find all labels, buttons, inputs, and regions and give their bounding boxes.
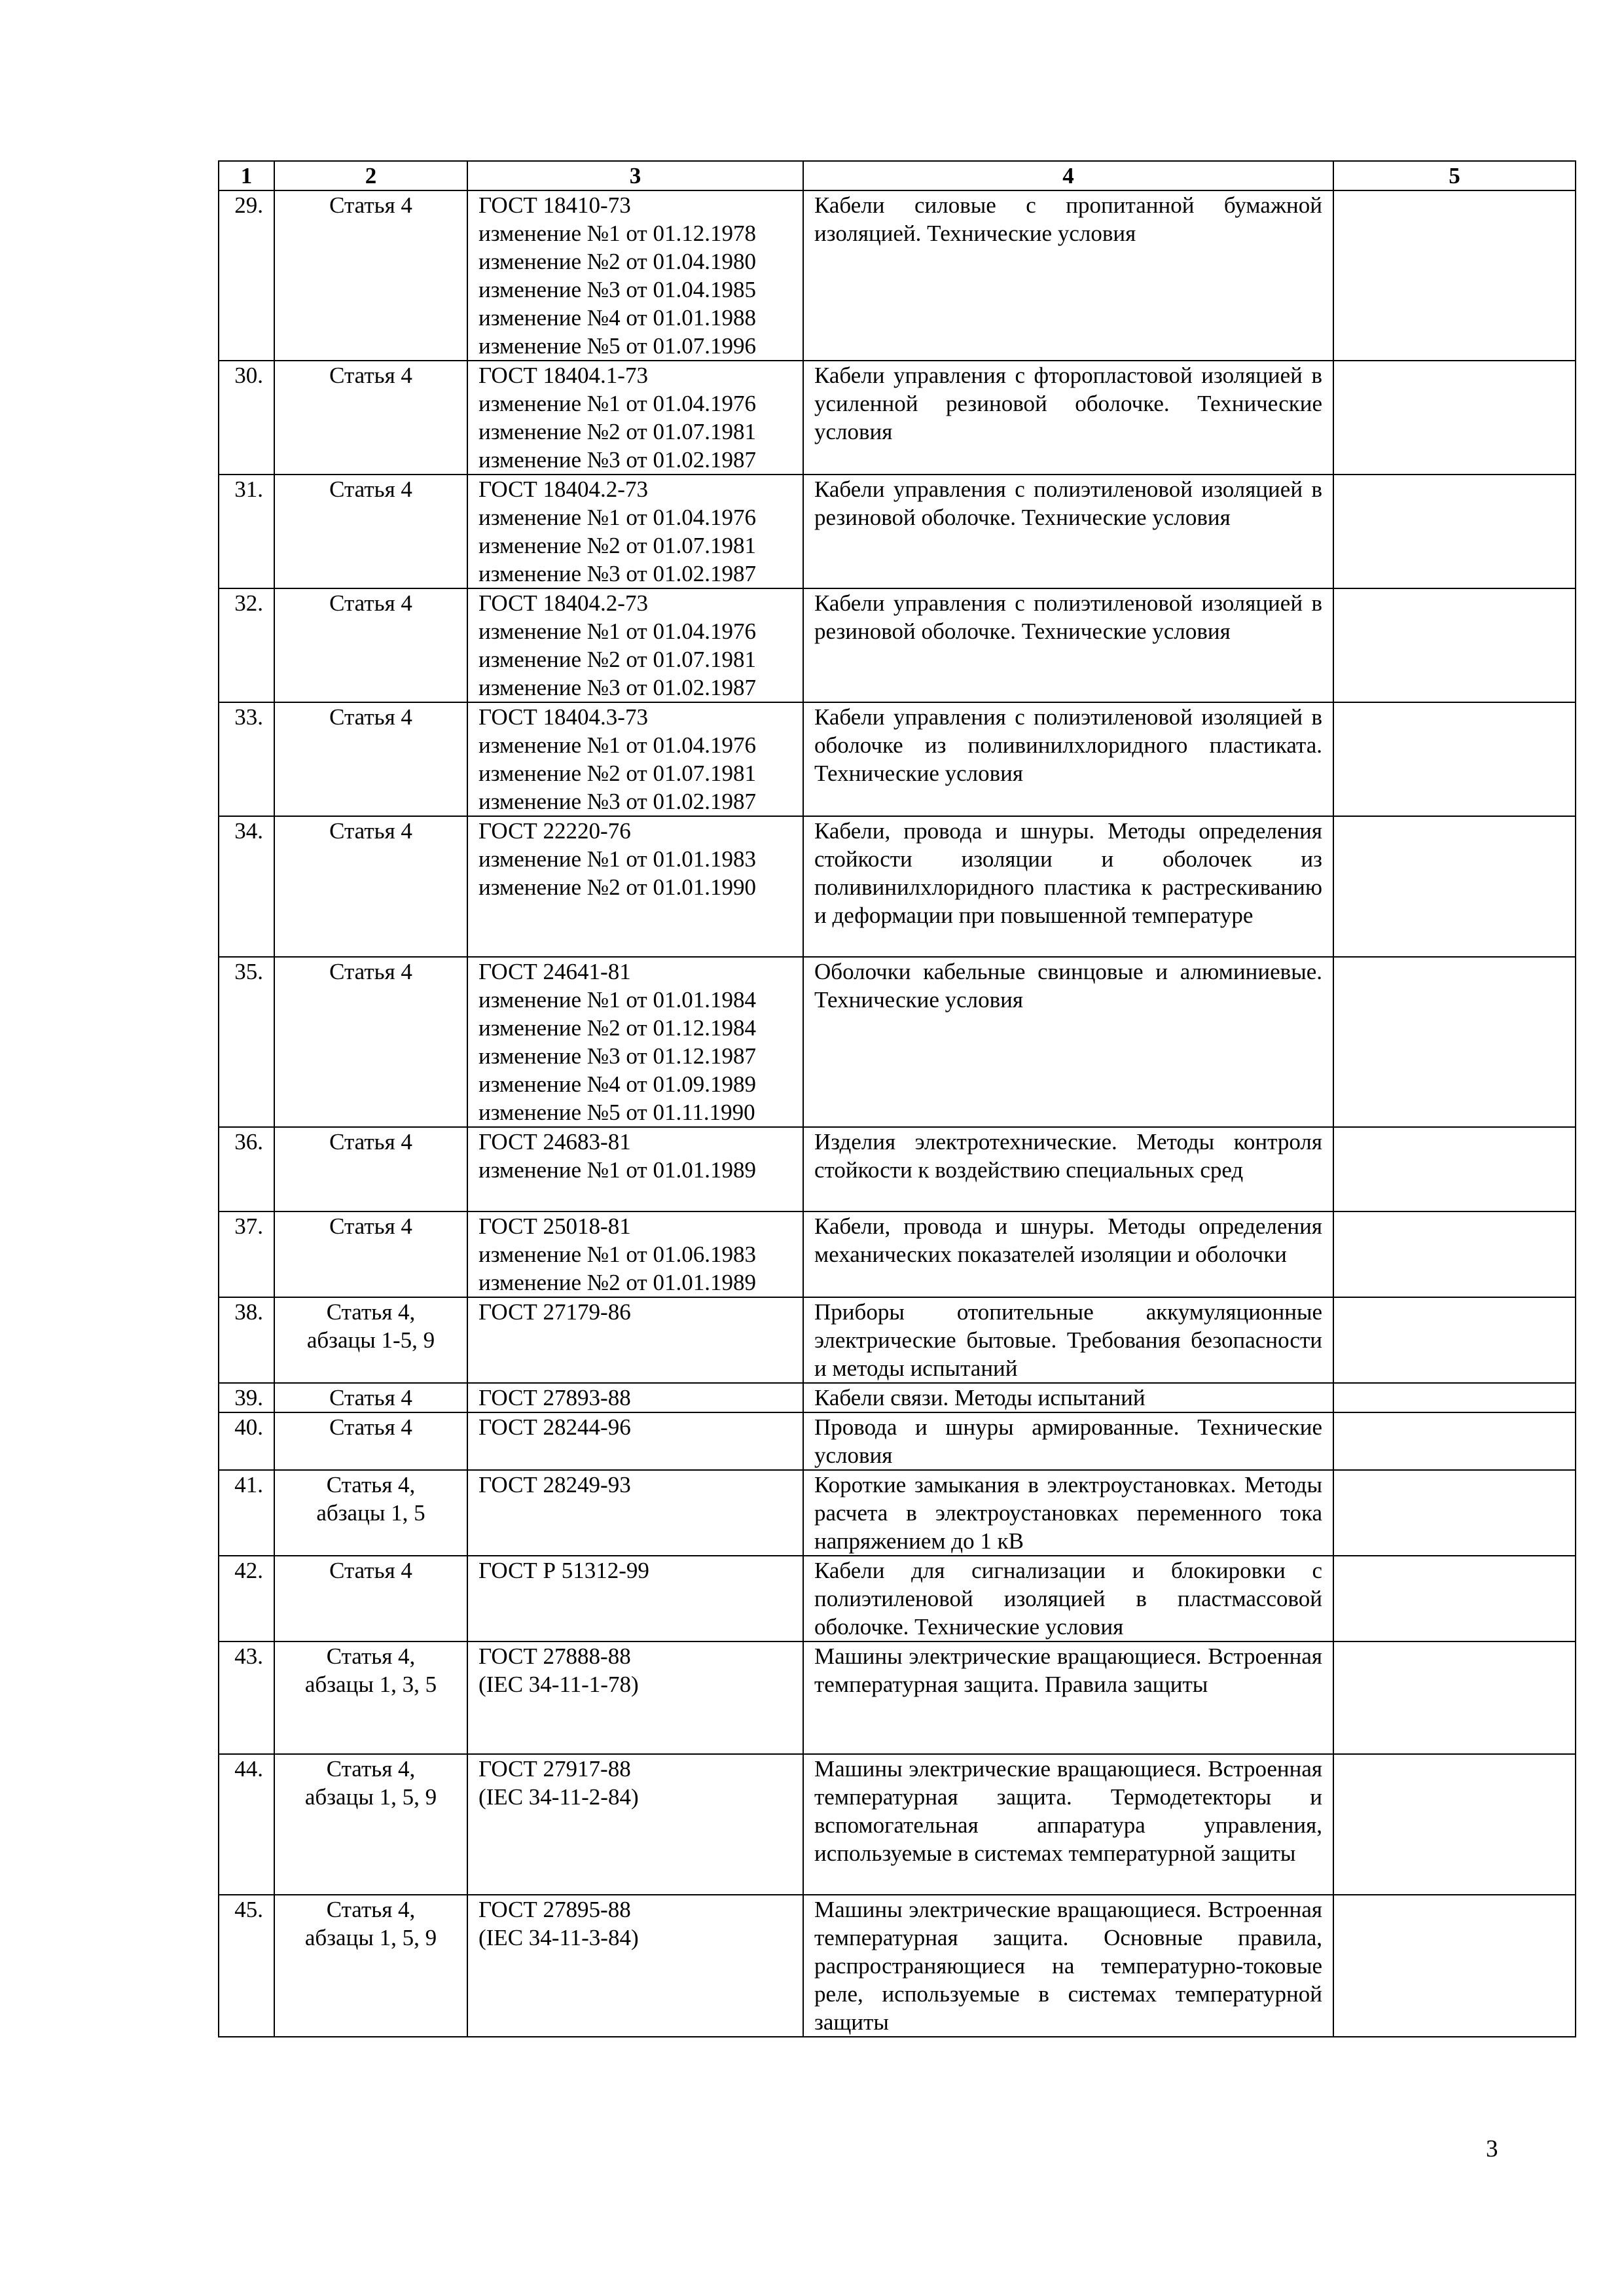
standard-line: изменение №2 от 01.01.1989 <box>478 1270 756 1295</box>
note-cell <box>1333 1556 1576 1641</box>
standard-cell <box>467 1297 803 1383</box>
note-cell <box>1333 1297 1576 1383</box>
description-cell <box>803 475 1333 588</box>
description-text: Машины электрические вращающиеся. Встроенная температурная защита. Правила защиты <box>814 1643 1322 1697</box>
description-text: Кабели управления с фторопластовой изоляцией в усиленной резиновой оболочке. Технические условия <box>814 363 1322 444</box>
note-cell <box>1333 1383 1576 1412</box>
description-text: Оболочки кабельные свинцовые и алюминиевые. Технические условия <box>814 959 1322 1013</box>
article-cell <box>274 1754 467 1895</box>
standard-line: ГОСТ 25018-81 <box>478 1213 631 1239</box>
standard-line: (IEC 34-11-3-84) <box>478 1925 639 1950</box>
article-cell <box>274 1470 467 1556</box>
article-cell <box>274 816 467 957</box>
standard-cell <box>467 588 803 702</box>
standard-line: ГОСТ 28244-96 <box>478 1414 631 1440</box>
standard-cell <box>467 1412 803 1470</box>
standard-line: изменение №1 от 01.04.1976 <box>478 732 756 758</box>
standard-line: изменение №2 от 01.04.1980 <box>478 249 756 274</box>
description-cell <box>803 702 1333 816</box>
description-cell <box>803 361 1333 475</box>
description-text: Изделия электротехнические. Методы контроля стойкости к воздействию специальных сред <box>814 1129 1322 1183</box>
description-cell <box>803 190 1333 361</box>
standard-cell <box>467 1641 803 1754</box>
row-number: 33. <box>219 702 274 816</box>
standard-line: ГОСТ 27917-88 <box>478 1756 631 1782</box>
article-line: абзацы 1, 5 <box>316 1500 425 1526</box>
note-cell <box>1333 816 1576 957</box>
standard-line: изменение №2 от 01.12.1984 <box>478 1015 756 1041</box>
article-cell <box>274 1383 467 1412</box>
row-number: 29. <box>219 190 274 361</box>
row-number: 30. <box>219 361 274 475</box>
article-cell <box>274 475 467 588</box>
table-row <box>219 1895 1576 2037</box>
note-cell <box>1333 702 1576 816</box>
table-row <box>219 1754 1576 1895</box>
standard-line: изменение №1 от 01.12.1978 <box>478 221 756 246</box>
article-cell <box>274 1641 467 1754</box>
standard-line: изменение №5 от 01.11.1990 <box>478 1100 755 1125</box>
standard-line: изменение №2 от 01.07.1981 <box>478 647 756 672</box>
row-number: 40. <box>219 1412 274 1470</box>
standard-cell <box>467 1470 803 1556</box>
article-cell <box>274 702 467 816</box>
article-cell <box>274 1412 467 1470</box>
standard-line: изменение №3 от 01.12.1987 <box>478 1043 756 1069</box>
standard-line: ГОСТ 18404.1-73 <box>478 363 648 388</box>
standard-cell <box>467 1127 803 1211</box>
description-cell <box>803 1383 1333 1412</box>
description-cell <box>803 1297 1333 1383</box>
article-cell <box>274 957 467 1127</box>
description-text: Короткие замыкания в электроустановках. Методы расчета в электроустановках переменного тока напряжением до 1 кВ <box>814 1472 1322 1554</box>
article-line: Статья 4, <box>326 1472 416 1498</box>
standard-line: ГОСТ 27179-86 <box>478 1299 631 1325</box>
article-line: абзацы 1, 5, 9 <box>304 1784 437 1810</box>
description-cell <box>803 1470 1333 1556</box>
article-line: Статья 4 <box>329 476 412 502</box>
standard-line: изменение №1 от 01.06.1983 <box>478 1242 756 1267</box>
standard-line: изменение №1 от 01.01.1984 <box>478 987 756 1013</box>
standard-cell <box>467 1383 803 1412</box>
row-number: 39. <box>219 1383 274 1412</box>
standard-cell <box>467 1895 803 2037</box>
article-line: Статья 4 <box>329 818 412 844</box>
standard-line: изменение №1 от 01.01.1989 <box>478 1157 756 1183</box>
table-row <box>219 475 1576 588</box>
table-row <box>219 1297 1576 1383</box>
table-row <box>219 588 1576 702</box>
standard-cell <box>467 475 803 588</box>
table-row <box>219 702 1576 816</box>
note-cell <box>1333 1754 1576 1895</box>
article-line: абзацы 1, 5, 9 <box>304 1925 437 1950</box>
standard-cell <box>467 1211 803 1297</box>
article-cell <box>274 1556 467 1641</box>
article-line: абзацы 1, 3, 5 <box>304 1672 437 1697</box>
row-number: 41. <box>219 1470 274 1556</box>
table-row <box>219 361 1576 475</box>
article-line: Статья 4 <box>329 1385 412 1410</box>
row-number: 45. <box>219 1895 274 2037</box>
description-text: Кабели для сигнализации и блокировки с полиэтиленовой изоляцией в пластмассовой оболочке. Технические условия <box>814 1558 1322 1640</box>
table-row <box>219 1412 1576 1470</box>
table-row <box>219 1383 1576 1412</box>
note-cell <box>1333 1412 1576 1470</box>
note-cell <box>1333 1127 1576 1211</box>
note-cell <box>1333 475 1576 588</box>
description-cell <box>803 1895 1333 2037</box>
article-line: Статья 4 <box>329 704 412 730</box>
description-text: Кабели, провода и шнуры. Методы определения стойкости изоляции и оболочек из поливинилхлоридного пластика к растрескиванию и деформации при повышенной температуре <box>814 818 1322 928</box>
standard-line: ГОСТ 18404.3-73 <box>478 704 648 730</box>
description-cell <box>803 1641 1333 1754</box>
table-body <box>219 190 1576 2037</box>
description-cell <box>803 1211 1333 1297</box>
standard-line: изменение №2 от 01.07.1981 <box>478 419 756 444</box>
row-number: 34. <box>219 816 274 957</box>
article-cell <box>274 1211 467 1297</box>
standard-line: изменение №4 от 01.09.1989 <box>478 1071 756 1097</box>
standard-line: ГОСТ Р 51312-99 <box>478 1558 649 1583</box>
row-number: 35. <box>219 957 274 1127</box>
standard-line: изменение №1 от 01.04.1976 <box>478 619 756 644</box>
table-row <box>219 1556 1576 1641</box>
article-cell <box>274 588 467 702</box>
article-line: абзацы 1-5, 9 <box>306 1327 435 1353</box>
standard-line: ГОСТ 18404.2-73 <box>478 476 648 502</box>
standard-line: изменение №3 от 01.02.1987 <box>478 789 756 814</box>
article-line: Статья 4 <box>329 1129 412 1155</box>
table-row <box>219 1470 1576 1556</box>
article-line: Статья 4 <box>329 1414 412 1440</box>
article-cell <box>274 190 467 361</box>
row-number: 37. <box>219 1211 274 1297</box>
article-cell <box>274 1297 467 1383</box>
description-cell <box>803 588 1333 702</box>
standard-line: ГОСТ 27893-88 <box>478 1385 631 1410</box>
standard-line: ГОСТ 18410-73 <box>478 192 631 218</box>
standard-line: изменение №2 от 01.01.1990 <box>478 874 756 900</box>
standard-cell <box>467 957 803 1127</box>
note-cell <box>1333 957 1576 1127</box>
row-number: 44. <box>219 1754 274 1895</box>
description-text: Кабели управления с полиэтиленовой изоляцией в резиновой оболочке. Технические условия <box>814 590 1322 644</box>
article-line: Статья 4, <box>326 1756 416 1782</box>
article-line: Статья 4 <box>329 959 412 984</box>
note-cell <box>1333 1211 1576 1297</box>
description-text: Кабели управления с полиэтиленовой изоляцией в резиновой оболочке. Технические условия <box>814 476 1322 530</box>
description-cell <box>803 816 1333 957</box>
description-cell <box>803 1556 1333 1641</box>
article-line: Статья 4 <box>329 590 412 616</box>
standard-line: (IEC 34-11-1-78) <box>478 1672 639 1697</box>
standard-cell <box>467 190 803 361</box>
description-text: Машины электрические вращающиеся. Встроенная температурная защита. Основные правила, распространяющиеся на температурно-токовые реле, используемые в системах температурной защиты <box>814 1897 1322 2035</box>
standard-cell <box>467 702 803 816</box>
column-header: 1 <box>219 161 274 190</box>
article-line: Статья 4 <box>329 363 412 388</box>
column-header: 4 <box>803 161 1333 190</box>
table-row <box>219 816 1576 957</box>
standard-line: ГОСТ 24683-81 <box>478 1129 631 1155</box>
column-header: 3 <box>467 161 803 190</box>
standard-line: ГОСТ 27895-88 <box>478 1897 631 1922</box>
standard-line: ГОСТ 24641-81 <box>478 959 631 984</box>
table-row <box>219 957 1576 1127</box>
row-number: 43. <box>219 1641 274 1754</box>
note-cell <box>1333 1470 1576 1556</box>
note-cell <box>1333 1895 1576 2037</box>
article-line: Статья 4, <box>326 1897 416 1922</box>
note-cell <box>1333 361 1576 475</box>
description-text: Приборы отопительные аккумуляционные электрические бытовые. Требования безопасности и методы испытаний <box>814 1299 1322 1381</box>
standard-line: ГОСТ 28249-93 <box>478 1472 631 1498</box>
note-cell <box>1333 190 1576 361</box>
description-text: Кабели связи. Методы испытаний <box>814 1385 1146 1410</box>
standard-line: изменение №1 от 01.01.1983 <box>478 846 756 872</box>
standard-line: (IEC 34-11-2-84) <box>478 1784 639 1810</box>
column-header: 2 <box>274 161 467 190</box>
standard-cell <box>467 361 803 475</box>
table-row <box>219 1127 1576 1211</box>
description-cell <box>803 957 1333 1127</box>
article-line: Статья 4, <box>326 1643 416 1669</box>
table-header-row <box>219 161 1576 190</box>
row-number: 38. <box>219 1297 274 1383</box>
description-cell <box>803 1127 1333 1211</box>
row-number: 42. <box>219 1556 274 1641</box>
table-row <box>219 1211 1576 1297</box>
table-row <box>219 190 1576 361</box>
standard-line: изменение №1 от 01.04.1976 <box>478 505 756 530</box>
standard-line: изменение №3 от 01.02.1987 <box>478 561 756 586</box>
standard-line: изменение №3 от 01.02.1987 <box>478 675 756 700</box>
description-text: Кабели силовые с пропитанной бумажной изоляцией. Технические условия <box>814 192 1322 246</box>
article-cell <box>274 361 467 475</box>
note-cell <box>1333 1641 1576 1754</box>
note-cell <box>1333 588 1576 702</box>
standard-cell <box>467 1754 803 1895</box>
standard-line: ГОСТ 22220-76 <box>478 818 631 844</box>
article-line: Статья 4, <box>326 1299 416 1325</box>
column-header: 5 <box>1333 161 1576 190</box>
standard-line: изменение №3 от 01.04.1985 <box>478 277 756 302</box>
standard-line: изменение №2 от 01.07.1981 <box>478 761 756 786</box>
article-cell <box>274 1895 467 2037</box>
standard-cell <box>467 816 803 957</box>
description-text: Кабели, провода и шнуры. Методы определения механических показателей изоляции и оболочки <box>814 1213 1322 1267</box>
page-number: 3 <box>1486 2136 1498 2162</box>
row-number: 32. <box>219 588 274 702</box>
standard-line: изменение №1 от 01.04.1976 <box>478 391 756 416</box>
standard-cell <box>467 1556 803 1641</box>
standard-line: изменение №5 от 01.07.1996 <box>478 333 756 359</box>
description-cell <box>803 1754 1333 1895</box>
row-number: 31. <box>219 475 274 588</box>
standards-table <box>218 160 1576 2037</box>
description-text: Машины электрические вращающиеся. Встроенная температурная защита. Термодетекторы и вспомогательная аппаратура управления, используемые в системах температурной защиты <box>814 1756 1322 1866</box>
standard-line: изменение №4 от 01.01.1988 <box>478 305 756 331</box>
description-cell <box>803 1412 1333 1470</box>
article-line: Статья 4 <box>329 192 412 218</box>
row-number: 36. <box>219 1127 274 1211</box>
standard-line: изменение №3 от 01.02.1987 <box>478 447 756 473</box>
standard-line: ГОСТ 27888-88 <box>478 1643 631 1669</box>
standard-line: изменение №2 от 01.07.1981 <box>478 533 756 558</box>
article-cell <box>274 1127 467 1211</box>
article-line: Статья 4 <box>329 1213 412 1239</box>
table-row <box>219 1641 1576 1754</box>
description-text: Кабели управления с полиэтиленовой изоляцией в оболочке из поливинилхлоридного пластиката. Технические условия <box>814 704 1322 786</box>
article-line: Статья 4 <box>329 1558 412 1583</box>
description-text: Провода и шнуры армированные. Технические условия <box>814 1414 1322 1468</box>
standard-line: ГОСТ 18404.2-73 <box>478 590 648 616</box>
